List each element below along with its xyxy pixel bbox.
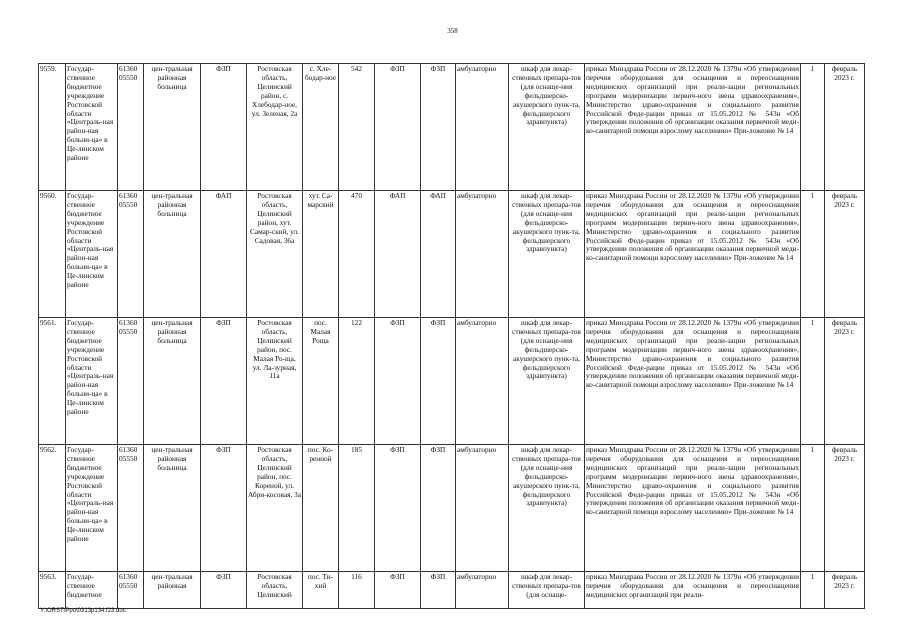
facility-type-cell: ФЗП: [201, 445, 247, 572]
basis-cell: приказ Минздрава России от 28.12.2020 № 1379н «Об утверждении перечня оборудования для оснащения и переоснащения медицинских организаций при реали-: [585, 572, 801, 609]
organization-cell: Государ-ственное бюджетное учреждение Ростовской области «Централь-ная район-ная больни-ца» в Це-линском районе: [66, 64, 118, 191]
organization-cell: Государ-ственное бюджетное учреждение Ростовской области «Централь-ная район-ная больни-ца» в Це-линском районе: [66, 191, 118, 318]
number-cell: 122: [339, 318, 375, 445]
facility-type-3-cell: ФЗП: [421, 318, 456, 445]
row-number-cell: 9560.: [39, 191, 66, 318]
organization-cell: Государ-ственное бюджетное учреждение Ростовской области «Централь-ная район-ная больни-ца» в Це-линском районе: [66, 318, 118, 445]
code-cell: 61360 05550: [118, 445, 144, 572]
date-cell: февраль 2023 г.: [825, 64, 865, 191]
organization-cell: Государ-ственное бюджетное: [66, 572, 118, 609]
date-cell: февраль 2023 г.: [825, 572, 865, 609]
equipment-cell: шкаф для лекар-ственных препара-тов (для оснаще-: [509, 572, 585, 609]
facility-type-2-cell: ФЗП: [375, 64, 421, 191]
facility-cell: цен-тральная районная больница: [144, 64, 201, 191]
locality-cell: хут. Са-марский: [303, 191, 339, 318]
file-path-footer: Y:\ORST\Ppo\0313p134.f23.doc: [40, 608, 126, 614]
code-cell: 61360 05550: [118, 191, 144, 318]
basis-cell: приказ Минздрава России от 28.12.2020 № 1379н «Об утверждении перечня оборудования для оснащения и переоснащения медицинских организаций при реали-зации региональных программ модернизации первич-ного звена здравоохранения», Министерство здраво-охранения и социального развития Российской Феде-рации приказ от 15.05.2012 № 543н «Об утверждении положения об организации оказания первичной меди-ко-санитарной помощи взрослому населению» При-ложение № 14: [585, 318, 801, 445]
quantity-cell: 1: [801, 64, 825, 191]
facility-type-cell: ФЗП: [201, 64, 247, 191]
table-row: [39, 445, 865, 572]
facility-type-2-cell: ФАП: [375, 191, 421, 318]
facility-type-cell: ФЗП: [201, 318, 247, 445]
equipment-cell: шкаф для лекар-ственных препара-тов (для оснаще-ния фельдшерско-акушерского пунк-та, фельдшерского здравпункта): [509, 191, 585, 318]
locality-cell: пос. Ти-хий: [303, 572, 339, 609]
care-type-cell: амбулаторно: [456, 191, 509, 318]
facility-type-cell: ФЗП: [201, 572, 247, 609]
code-cell: 61360 05550: [118, 318, 144, 445]
number-cell: 542: [339, 64, 375, 191]
locality-cell: пос. Ко-ренной: [303, 445, 339, 572]
address-cell: Ростовская область, Целинский район, хут. Самар-ский, ул. Садовая, 36а: [247, 191, 303, 318]
care-type-cell: амбулаторно: [456, 572, 509, 609]
row-number-cell: 9563.: [39, 572, 66, 609]
quantity-cell: 1: [801, 318, 825, 445]
care-type-cell: амбулаторно: [456, 445, 509, 572]
page-number: 358: [447, 27, 458, 35]
facility-type-2-cell: ФЗП: [375, 445, 421, 572]
facility-type-cell: ФАП: [201, 191, 247, 318]
basis-cell: приказ Минздрава России от 28.12.2020 № 1379н «Об утверждении перечня оборудования для оснащения и переоснащения медицинских организаций при реали-зации региональных программ модернизации первич-ного звена здравоохранения», Министерство здраво-охранения и социального развития Российской Феде-рации приказ от 15.05.2012 № 543н «Об утверждении положения об организации оказания первичной меди-ко-санитарной помощи взрослому населению» При-ложение № 14: [585, 64, 801, 191]
care-type-cell: амбулаторно: [456, 318, 509, 445]
code-cell: 61360 05550: [118, 64, 144, 191]
row-number-cell: 9562.: [39, 445, 66, 572]
number-cell: 470: [339, 191, 375, 318]
facility-cell: цен-тральная районная больница: [144, 318, 201, 445]
facility-type-3-cell: ФЗП: [421, 572, 456, 609]
facility-type-2-cell: ФЗП: [375, 318, 421, 445]
organization-cell: Государ-ственное бюджетное учреждение Ростовской области «Централь-ная район-ная больни-ца» в Це-линском районе: [66, 445, 118, 572]
address-cell: Ростовская область, Целинский район, с. Хлебодар-ное, ул. Зеленая, 2а: [247, 64, 303, 191]
table-row: [39, 318, 865, 445]
date-cell: февраль 2023 г.: [825, 445, 865, 572]
code-cell: 61360 05550: [118, 572, 144, 609]
facility-type-3-cell: ФЗП: [421, 64, 456, 191]
row-number-cell: 9559.: [39, 64, 66, 191]
equipment-table: [38, 63, 865, 609]
equipment-cell: шкаф для лекар-ственных препара-тов (для оснаще-ния фельдшерско-акушерского пунк-та, фельдшерского здравпункта): [509, 445, 585, 572]
row-number-cell: 9561.: [39, 318, 66, 445]
table-body: [39, 64, 865, 609]
address-cell: Ростовская область, Целинский район, пос. Кореной, ул. Абри-косовая, 3а: [247, 445, 303, 572]
locality-cell: пос. Малая Роща: [303, 318, 339, 445]
locality-cell: с. Хле-бодар-ное: [303, 64, 339, 191]
facility-cell: цен-тральная районная: [144, 572, 201, 609]
address-cell: Ростовская область, Целинский: [247, 572, 303, 609]
table-row: [39, 64, 865, 191]
basis-cell: приказ Минздрава России от 28.12.2020 № 1379н «Об утверждении перечня оборудования для оснащения и переоснащения медицинских организаций при реали-зации региональных программ модернизации первич-ного звена здравоохранения», Министерство здраво-охранения и социального развития Российской Феде-рации приказ от 15.05.2012 № 543н «Об утверждении положения об организации оказания первичной меди-ко-санитарной помощи взрослому населению» При-ложение № 14: [585, 191, 801, 318]
number-cell: 116: [339, 572, 375, 609]
facility-cell: цен-тральная районная больница: [144, 445, 201, 572]
quantity-cell: 1: [801, 572, 825, 609]
facility-type-3-cell: ФЗП: [421, 445, 456, 572]
facility-cell: цен-тральная районная больница: [144, 191, 201, 318]
date-cell: февраль 2023 г.: [825, 318, 865, 445]
number-cell: 185: [339, 445, 375, 572]
equipment-cell: шкаф для лекар-ственных препара-тов (для оснаще-ния фельдшерско-акушерского пунк-та, фельдшерского здравпункта): [509, 64, 585, 191]
quantity-cell: 1: [801, 191, 825, 318]
quantity-cell: 1: [801, 445, 825, 572]
facility-type-3-cell: ФАП: [421, 191, 456, 318]
table-row: [39, 191, 865, 318]
equipment-cell: шкаф для лекар-ственных препара-тов (для оснаще-ния фельдшерско-акушерского пунк-та, фельдшерского здравпункта): [509, 318, 585, 445]
date-cell: февраль 2023 г.: [825, 191, 865, 318]
facility-type-2-cell: ФЗП: [375, 572, 421, 609]
table-row: [39, 572, 865, 609]
basis-cell: приказ Минздрава России от 28.12.2020 № 1379н «Об утверждении перечня оборудования для оснащения и переоснащения медицинских организаций при реали-зации региональных программ модернизации первич-ного звена здравоохранения», Министерство здраво-охранения и социального развития Российской Феде-рации приказ от 15.05.2012 № 543н «Об утверждении положения об организации оказания первичной меди-ко-санитарной помощи взрослому населению» При-ложение № 14: [585, 445, 801, 572]
address-cell: Ростовская область, Целинский район, пос. Малая Ро-ща, ул. Ла-зурная, 11а: [247, 318, 303, 445]
care-type-cell: амбулаторно: [456, 64, 509, 191]
